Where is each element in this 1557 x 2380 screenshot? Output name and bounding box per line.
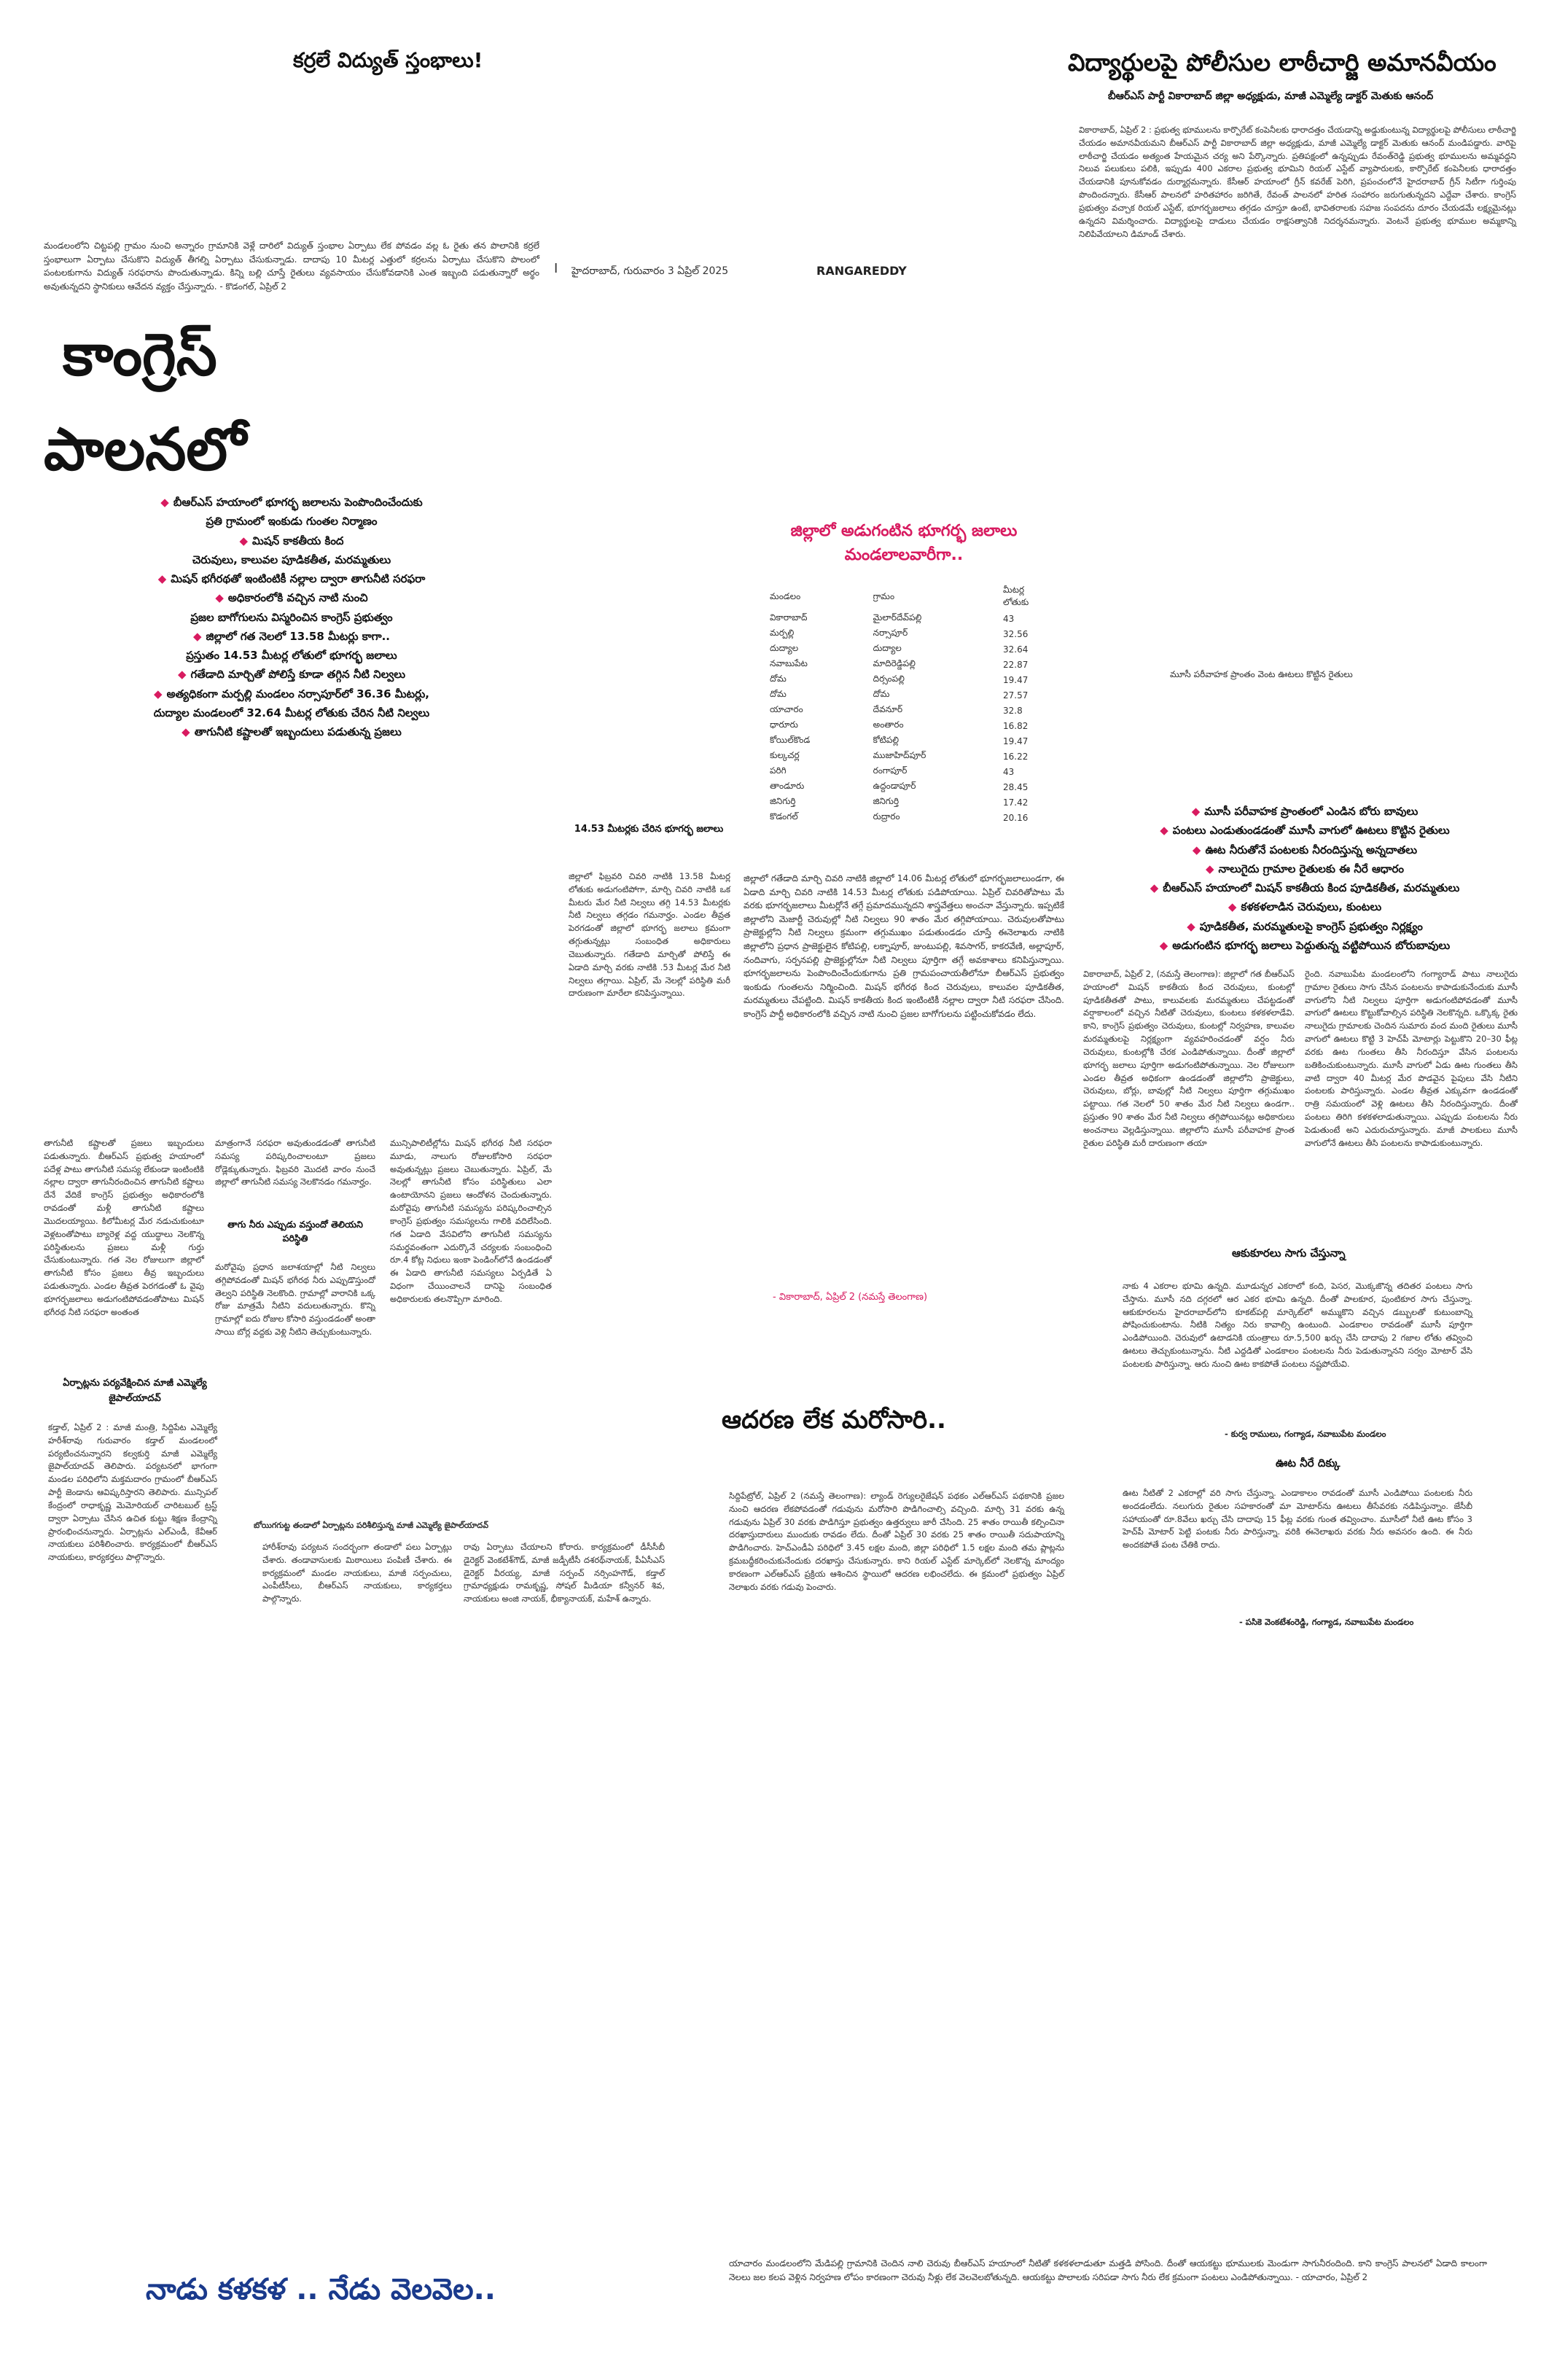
diamond-icon: ◆	[239, 534, 248, 547]
table-col-header: మండలం	[770, 590, 801, 601]
table-row: యాచారం దేవనూర్ 32.8	[770, 704, 1023, 716]
diamond-icon: ◆	[1192, 843, 1201, 857]
lead-bullet: ◆ మిషన్ భగీరథతో ఇంటింటికీ నల్లాల ద్వారా తాగునీటి సరఫరా	[157, 572, 426, 585]
diamond-icon: ◆	[1150, 881, 1159, 894]
again-body: సిద్దిపేట్రోల్, ఏప్రిల్ 2 (నమస్తే తెలంగాణ): ల్యాండ్ రెగ్యులరైజేషన్ పథకం ఎల్‌ఆర్‌ఎస్ పథకానికి ప్రజల నుంచి ఆదరణ లేకపోవడంతో గడువును మరోసారి పొడిగించాల్సి వచ్చింది. మార్చి 31 వరకు ఉన్న గడువును ఏప్రిల్ 30 వరకు పొడిగిస్తూ ప్రభుత్వం ఉత్తర్వులు జారీ చేసింది. 25 శాతం రాయితీ కల్పించినా దరఖాస్తుదారులు ముందుకు రావడం లేదు. దీంతో ఏప్రిల్ 30 వరకు 25 శాతం రాయితీ సదుపాయాన్ని పొడిగించారు. హెచ్ఎండీఏ పరిధిలో 3.45 లక్షల మంది, జిల్లా పరిధిలో 1.5 లక్షల మంది తమ ప్లాట్లను క్రమబద్ధీకరించుకునేందుకు దరఖాస్తు చేసుకున్నారు. కాని రియల్ ఎస్టేట్ మార్కెట్‌లో నెలకొన్న మాంద్యం కారణంగా ఎల్‌ఆర్‌ఎస్ ప్రక్రియ ఆశించిన స్థాయిలో ఆదరణ లభించలేదు. ఈ క్రమంలో ప్రభుత్వం ఏప్రిల్ నెలాఖరు వరకు గడువు పెంచారు.	[729, 1491, 1067, 1592]
musi-bullets	[1086, 802, 1523, 955]
diamond-icon: ◆	[215, 591, 224, 605]
lead-bullet: ◆ అధికారంలోకి వచ్చిన నాటి నుంచి	[215, 591, 368, 605]
page-number: I	[554, 261, 558, 276]
table-story-byline: - వికారాబాద్, ఏప్రిల్ 2 (నమస్తే తెలంగాణ)	[773, 1292, 928, 1303]
table-row: దుద్యాల దుద్యాల 32.64	[770, 643, 1029, 655]
table-row: జినిగుర్తి జినిగుర్తి 17.42	[770, 796, 1029, 808]
diamond-icon: ◆	[1159, 938, 1168, 952]
diamond-icon: ◆	[1187, 919, 1195, 933]
table-header-row	[765, 583, 1042, 611]
lead-bullet: చెరువులు, కాలువల పూడికతీత, మరమ్మతులు	[192, 553, 391, 566]
police-body: వికారాబాద్, ఏప్రిల్ 2 : ప్రభుత్వ భూములను కార్పొరేట్ కంపెనీలకు ధారాదత్తం చేయడాన్ని అడ్డుకుంటున్న విద్యార్థులపై పోలీసులు లాఠీచార్జి చేయడం అమానవీయమని బీఆర్ఎస్ పార్టీ వికారాబాద్ జిల్లా అధ్యక్షుడు, మాజీ ఎమ్మెల్యే డాక్టర్ మెతుకు ఆనంద్ మండిపడ్డారు. వారిపై లాఠీచార్జి చేయడం అత్యంత హేయమైన చర్య అని పేర్కొన్నారు. ప్రతిపక్షంలో ఉన్నప్పుడు రేవంత్‌రెడ్డి ప్రభుత్వ భూములను అమ్మవద్దని నిలువ పలుకులు పలికి, ఇప్పుడు 400 ఎకరాల ప్రభుత్వ భూమిని రియల్ ఎస్టేట్ వ్యాపారులకు, కార్పొరేట్ కంపెనీలకు ధారాదత్తం చేయడానికి పూనుకోవడం దుర్మార్గమన్నారు. కేసీఆర్ హయాంలో గ్రీన్ కవరేజ్ పెరిగి, ప్రపంచంలోనే హైదరాబాద్ గ్రీన్ సిటీగా గుర్తింపు పొందిందన్నారు. కేసీఆర్ పాలనలో హరితహారం జరిగితే, రేవంత్ పాలనలో హరిత సంహారం జరుగుతున్నదని ఎద్దేవా చేశారు. కాంగ్రెస్ ప్రభుత్వం వచ్చాక రియల్ ఎస్టేట్, భూగర్భజలాలు తగ్గడం చూస్తూ ఉంటే, భావితరాలకు సహజ సంపదను దూరం చేయడమే లక్ష్యమైనట్లు ఉన్నదని విమర్శించారు. విద్యార్థులపై దాడులు చేయడం రాక్షసత్వానికి నిదర్శనమన్నారు. వెంటనే ప్రభుత్వ భూముల అమ్మకాన్ని నిలిపివేయాలని డిమాండ్ చేశారు.	[1079, 125, 1519, 239]
lead-col2-head: తాగు నీరు ఎప్పుడు వస్తుందో తెలియని పరిస్థితి	[227, 1219, 363, 1244]
table-row: దోమ దిర్సంపల్లి 19.47	[770, 674, 1029, 685]
diamond-icon: ◆	[182, 725, 190, 738]
ootanirey-byline: - పసికె వెంకటేశంరెడ్డి, గంగ్యాడ, నవాబుపేట మండలం	[1239, 1617, 1414, 1627]
musi-bullet: ◆ కళకళలాడిన చెరువులు, కుంటలు	[1228, 900, 1382, 914]
lead-bullet: ప్రజల బాగోగులను విస్మరించిన కాంగ్రెస్ ప్రభుత్వం	[190, 610, 393, 624]
lead-bullet: ◆ గతేడాది మార్చితో పోలిస్తే కూడా తగ్గిన నీటి నిల్వలు	[177, 668, 406, 682]
musi-bullet: ◆ పూడికతీత, మరమ్మతులపై కాంగ్రెస్ ప్రభుత్వం నిర్లక్ష్యం	[1187, 919, 1423, 933]
table-row: మర్పల్లి నర్సాపూర్ 32.56	[770, 628, 1029, 639]
diamond-icon: ◆	[193, 629, 202, 643]
table-row: నవాబుపేట మాదిరెడ్డిపల్లి 22.87	[770, 658, 1029, 670]
diamond-icon: ◆	[160, 496, 169, 509]
musi-bullet: ◆ మూసీ పరీవాహక ప్రాంతంలో ఎండిన బోరు బావులు	[1191, 805, 1419, 818]
inspection-body: కడ్తాల్, ఏప్రిల్ 2 : మాజీ మంత్రి, సిద్దిపేట ఎమ్మెల్యే హరీశ్‌రావు గురువారం కడ్తాల్ మండలంలో పర్యటించనున్నారని కల్వకుర్తి మాజీ ఎమ్మెల్యే జైపాల్‌యాదవ్ తెలిపారు. పర్యటనలో భాగంగా మండల పరిధిలోని మక్తమదారం గ్రామంలో బీఆర్ఎస్ పార్టీ జెండాను ఆవిష్కరిస్తారని తెలిపారు. మున్సిపల్ కేంద్రంలో రాధాకృష్ణ మెమోరియల్ చారిటబుల్ ట్రస్ట్ ద్వారా ఏర్పాటు చేసిన ఉచిత కుట్టు శిక్షణ కేంద్రాన్ని ప్రారంభించనున్నారు. ఏర్పాట్లను ఎల్‌ఎండీ, కేవీఆర్ నాయకులు పరిశీలించారు. కార్యక్రమంలో బీఆర్ఎస్ నాయకులు, కార్యకర్తలు పాల్గొన్నారు.	[48, 1422, 220, 1563]
table-row: వికారాబాద్ మైలార్‌దేవ్‌పల్లి 43	[770, 612, 1015, 624]
musi-body-right: రైంది. నవాబుపేట మండలంలోని గంగ్యారాడ్ పాటు నాలుగైదు గ్రామాల రైతులు సాగు చేసిన పంటలను కాపాడుకునేందుకు మూసీ వాగులోని నీటి నిల్వలు పూర్తిగా అడుగంటిపోవడంతో మూసీ వాగులో ఊటలు కొట్టుకోవాల్సిన పరిస్థితి నెలకొన్నది. ఒక్కొక్క రైతు నాలుగైదు గ్రామాలకు చెందిన సుమారు వంద మంది రైతులు మూసీ వాగులో ఊటలు కొట్టి 3 హెచ్‌పీ మోటార్లు పెట్టుకొని 20–30 ఫీట్ల వరకు ఊట గుంతలు తీసి నీరందిస్తూ వేసిన పంటలను బతికించుకుంటున్నారు. మూసీ వాగులో ఏడు ఊట గుంతలు తీసి వాటి ద్వారా 40 మీటర్ల మేర పొడవైన పైపులు వేసి నీటిని పంటలకు పారిస్తున్నారు. ఎండల తీవ్రత ఎక్కువగా ఉండడంతో రాత్రి సమయంలో వెళ్లి ఊటలు తీసి నీరందిస్తున్నారు. దీంతో పంటలు తిరిగి కళకళలాడుతున్నాయి. ఎప్పుడు పంటలను నీరు పెడుతుంటే అని ఎదురుచూస్తున్నారు. మాజీ పాలకులు మూసీ వాగులోనే ఊటలు తీసి పంటలను కాపాడుకుంటున్నారు.	[1305, 969, 1521, 1148]
bottom-headline: నాడు కళకళ .. నేడు వెలవెల..	[146, 2273, 496, 2306]
brief-poles-headline: కర్రలే విద్యుత్ స్తంభాలు!	[293, 48, 483, 72]
diamond-icon: ◆	[1228, 900, 1237, 914]
sidebar-1453-head: 14.53 మీటర్లకు చేరిన భూగర్భ జలాలు	[574, 824, 724, 835]
table-row: దోమ దోమ 27.57	[770, 689, 1029, 701]
table-row: తాండూరు ఉద్దండాపూర్ 28.45	[770, 781, 1029, 792]
section-label: RANGAREDDY	[816, 264, 907, 278]
lead-body-col2b: మరోవైపు ప్రధాన జలాశయాల్లో నీటి నిల్వలు తగ్గిపోవడంతో మిషన్ భగీరథ నీరు ఎప్పుడొస్తుందో తెల్వని పరిస్థితి నెలకొంది. గ్రామాల్లో వారానికి ఒక్క రోజు మాత్రమే నీటిని వదులుతున్నారు. కొన్ని గ్రామాల్లో ఐదు రోజుల కోసారి వస్తుండడంతో అంతా సాయి బోర్ల వద్దకు వెళ్లి నీటిని తెచ్చుకుంటున్నారు.	[215, 1262, 378, 1338]
table-title: జిల్లాలో అడుగంటిన భూగర్భ జలాలు మండలాలవారీగా..	[790, 522, 1018, 564]
diamond-icon: ◆	[1205, 862, 1214, 875]
police-headline: విద్యార్థులపై పోలీసుల లాఠీచార్జి అమానవీయం	[1068, 48, 1496, 77]
lead-banner-line1: కాంగ్రెస్	[63, 321, 217, 389]
lead-bullet: ◆ మిషన్ కాకతీయ కింద	[239, 534, 344, 547]
diamond-icon: ◆	[154, 687, 163, 701]
table-row: కుల్కచర్ల ముజాహిద్‌పూర్ 16.22	[770, 750, 1029, 762]
bottom-body: యాచారం మండలంలోని మేడిపల్లి గ్రామానికి చెందిన నాలి చెరువు బీఆర్ఎస్ హయాంలో నీటితో కళకళలాడుతూ మత్తడి పోసింది. దీంతో ఆయకట్టు భూములకు మెండుగా సాగునీరందింది. కాని కాంగ్రెస్ పాలనలో ఏడాది కాలంగా నెలలు జల కలప వెళ్లిన నిర్వహణ లోపం కారణంగా చెరువు నీళ్లు లేక వెలవెలబోతున్నది. ఆయకట్టు పొలాలకు సరిపడా సాగు నీరు లేక క్రమంగా పంటలు ఎండిపోతున్నాయి. - యాచారం, ఏప్రిల్ 2	[729, 2258, 1490, 2282]
table-row: పరిగి రంగాపూర్ 43	[770, 765, 1015, 777]
musi-bullet: ◆ పంటలు ఎండుతుండడంతో మూసీ వాగులో ఊటలు కొట్టిన రైతులు	[1160, 824, 1450, 838]
inspection-caption: బోయిగగుట్ట తండాలో ఏర్పాట్లను పరిశీలిస్తున్న మాజీ ఎమ్మెల్యే జైపాల్‌యాదవ్	[254, 1521, 489, 1530]
table-row: ధారూరు అంతారం 16.82	[770, 719, 1029, 731]
sidebar-1453-body: జిల్లాలో ఫిబ్రవరి చివరి నాటికి 13.58 మీటర్ల లోతుకు అడుగంటిపోగా, మార్చి చివరి నాటికి ఒక మీటరు మేర నీటి నిల్వలు తగ్గి 14.53 మీటర్లకు నీటి నిల్వలు తగ్గడం గమనార్హం. ఎండల తీవ్రత పెరగడంతో జిల్లాలో భూగర్భ జలాలు క్రమంగా తగ్గుతున్నట్లు సంబంధిత అధికారులు చెబుతున్నారు. గతేడాది మార్చితో పోలిస్తే ఈ ఏడాది మార్చి వరకు నాటికి .53 మీటర్ల మేర నీటి నిల్వలు తగ్గాయి. ఏప్రిల్, మే నెలల్లో పరిస్థితి మరీ దారుణంగా మారేలా కనిపిస్తున్నాయి.	[569, 871, 733, 999]
lead-bullets	[44, 493, 539, 741]
musi-bullet: ◆ బీఆర్ఎస్ హయాంలో మిషన్ కాకతీయ కింద పూడికతీత, మరమ్మతులు	[1150, 881, 1460, 894]
groundwater-table	[765, 583, 1042, 825]
table-col-header: గ్రామం	[873, 590, 895, 601]
dateline: హైదరాబాద్, గురువారం 3 ఏప్రిల్ 2025	[571, 265, 729, 277]
lead-banner-line2: పాలనలో	[44, 415, 246, 483]
diamond-icon: ◆	[1191, 805, 1201, 818]
diamond-icon: ◆	[1160, 824, 1168, 838]
inspection-headline: ఏర్పాట్లను పర్యవేక్షించిన మాజీ ఎమ్మెల్యే జైపాల్‌యాదవ్	[63, 1378, 207, 1404]
musi-body-left: వికారాబాద్, ఏప్రిల్ 2, (నమస్తే తెలంగాణ): జిల్లాలో గత బీఆర్ఎస్ హయాంలో మిషన్ కాకతీయ కింద చెరువులు, కుంటల్లో పూడికతీతతో పాటు, కాలువలకు మరమ్మతులు చేపట్టడంతో వర్షాకాలంలో వచ్చిన నీటితో చెరువులు, కుంటలు కళకళలాడేవి. కాని, కాంగ్రెస్ ప్రభుత్వం చెరువులు, కుంటల్లో నిర్వహణ, కాలువల మరమ్మతులపై నిర్లక్ష్యంగా వ్యవహరించడంతో వర్షం నీరు చెరువులు, కుంటల్లోకి చేరక ఎండిపోతున్నాయి. దీంతో జిల్లాలో భూగర్భ జలాలు పూర్తిగా అడుగంటిపోతున్నాయి. నెల రోజులుగా ఎండల తీవ్రత అధికంగా ఉండడంతో జిల్లాలోని ప్రాజెక్టులు, చెరువులు, బోర్లు, బావుల్లో నీటి నిల్వలు పూర్తిగా తగ్గుముఖం పట్టాయి. గత నెలలో 50 శాతం మేర నీటి నిల్వలు ఉండగా.. ప్రస్తుతం 90 శాతం మేర నీటి నిల్వలు తగ్గిపోయినట్లు అధికారులు అంచనాలు వెల్లడిస్తున్నాయి. జిల్లాలోని మూసీ పరీవాహక ప్రాంత రైతుల పరిస్థితి మరీ దారుణంగా తయా	[1083, 969, 1298, 1148]
lead-bullet: ◆ బీఆర్ఎస్ హయాంలో భూగర్భ జలాలను పెంపొందించేందుకు	[160, 496, 423, 509]
again-headline: ఆదరణ లేక మరోసారి..	[722, 1405, 946, 1435]
lead-bullet: ◆ జిల్లాలో గత నెలలో 13.58 మీటర్లు కాగా..	[193, 629, 390, 643]
table-col-header: మీటర్ల లోతుకు	[1003, 585, 1029, 607]
diamond-icon: ◆	[177, 668, 187, 682]
diamond-icon: ◆	[157, 572, 167, 585]
table-story-body: జిల్లాలో గతేడాది మార్చి చివరి నాటికి జిల్లాలో 14.06 మీటర్ల లోతులో భూగర్భజలాలుండగా, ఈ ఏడాది మార్చి చివరి నాటికి 14.53 మీటర్ల లోతుకు పడిపోయాయి. ఏప్రిల్ చివరితోపాటు మే వరకు భూగర్భజలాలు మీటర్లోనే తగ్గే ప్రమాదమున్నదని శాస్త్రవేత్తలు అంచనా వేస్తున్నారు. ఇప్పటికే జిల్లాలోని మెజార్టీ చెరువుల్లో నీటి నిల్వలు 90 శాతం మేర తగ్గిపోయాయి. చెరువులతోపాటు ప్రాజెక్టుల్లోని నీటి నిల్వలు క్రమంగా తగ్గుముఖం పడుతుండడం చూస్తే ఈనెలాఖరు నాటికి జిల్లాలోని ప్రధాన ప్రాజెక్టులైన కోటిపల్లి, లక్నాపూర్, జుంటుపల్లి, శివసాగర్, కాకరవేణి, అల్లాపూర్, నందివాగు, సర్పనపల్లి ప్రాజెక్టుల్లోనూ నీటి నిల్వలు పూర్తిగా తగ్గే అవకాశాలు కనిపిస్తున్నాయి. భూగర్భజలాలను పెంపొందించేందుకుగాను ప్రతి గ్రామపంచాయతీలోనూ బీఆర్ఎస్ ప్రభుత్వం ఇంకుడు గుంతలను నిర్మించింది. మిషన్ భగీరథ కింద చెరువులు, కాలువల పూడికతీత, మరమ్మతులు చేపట్టింది. మిషన్ కాకతీయ కింద ఇంటింటికీ నల్లాల ద్వారా నీటి సరఫరా చేసింది. కాంగ్రెస్ పార్టీ అధికారంలోకి వచ్చిన నాటి నుంచి ప్రజల బాగోగులను పట్టించుకోవడం లేదు.	[744, 873, 1067, 1019]
lead-body-col2: మాత్రంగానే సరఫరా అవుతుండడంతో తాగునీటి సమస్య పరిష్కరించాలంటూ ప్రజలు రోడ్లెక్కుతున్నారు. ఫిబ్రవరి మొదటి వారం నుంచే జిల్లాలో తాగునీటి సమస్య నెలకొనడం గమనార్హం.	[215, 1138, 378, 1187]
police-subhead: బీఆర్ఎస్ పార్టీ వికారాబాద్ జిల్లా అధ్యక్షుడు, మాజీ ఎమ్మెల్యే డాక్టర్ మెతుకు ఆనంద్	[1108, 90, 1434, 102]
lead-bullet: ◆ తాగునీటి కష్టాలతో ఇబ్బందులు పడుతున్న ప్రజలు	[182, 725, 402, 738]
vegetables-headline: ఆకుకూరలు సాగు చేస్తున్నా	[1232, 1246, 1346, 1260]
ootanirey-body: ఊట నీటితో 2 ఎకరాల్లో వరి సాగు చేస్తున్నా. ఎండాకాలం రావడంతో మూసీ ఎండిపోయి పంటలకు నీరు అందడంలేదు. నలుగురు రైతుల సహకారంతో మా మోటార్‌ను ఊటలు తీసేవరకు నడిపిస్తున్నాం. జేసీబీ సహాయంతో రూ.8వేలు ఖర్చు చేసి దాదాపు 15 ఫీట్ల వరకు గుంత తవ్వించాం. మూసీలో నీటి ఊట కోసం 3 హెచ్‌పీ మోటార్ పెట్టి పంటకు నీరు పారిస్తున్నా. వరికి ఈనెలాఖరు వరకు నీరు అవసరం ఉంది. ఈ నీరు అందకపోతే పంట చేతికి రాదు.	[1123, 1488, 1475, 1550]
inspection-col2: హారీశ్‌రావు పర్యటన సందర్భంగా తండాలో పలు ఏర్పాట్లు చేశారు. తండావాసులకు మిఠాయిలు పంపిణీ చేశారు. ఈ కార్యక్రమంలో మండల నాయకులు, మాజీ సర్పంచులు, ఎంపీటీసీలు, బీఆర్ఎస్ నాయకులు, కార్యకర్తలు పాల్గొన్నారు.	[262, 1542, 455, 1604]
brief-poles-body: మండలంలోని చిట్టపల్లి గ్రామం నుంచి అన్నారం గ్రామానికి వెళ్లే దారిలో విద్యుత్ స్తంభాల ఏర్పాటు లేక పోవడం వల్ల ఓ రైతు తన పొలానికి కర్రలే స్తంభాలుగా ఏర్పాటు చేసుకొని విద్యుత్ తీగల్ని ఏర్పాటు చేసుకున్నాడు. దాదాపు 10 మీటర్ల ఎత్తులో కర్రలను ఏర్పాటు చేసుకొని పొలంలో పంటలకుగాను విద్యుత్ సరఫరాను పొందుతున్నాడు. కిన్ని బల్లి చూస్తే రైతులు వ్యవసాయం చేసుకోవడానికి ఎంత ఇబ్బంది పడుతున్నారో అర్థం అవుతున్నదని స్థానికులు ఆవేదన వ్యక్తం చేస్తున్నారు. - కొడంగల్, ఏప్రిల్ 2	[44, 241, 542, 292]
lead-bullet: దుద్యాల మండలంలో 32.64 మీటర్ల లోతుకు చేరిన నీటి నిల్వలు	[153, 706, 430, 719]
ootanirey-headline: ఊట నీరే దిక్కు	[1276, 1456, 1341, 1470]
table-row: కొడంగల్ రుద్రారం 20.16	[770, 811, 1029, 823]
vegetables-byline: - కుర్వ రాములు, గంగ్యాడ, నవాబుపేట మండలం	[1225, 1429, 1386, 1439]
vegetables-body: నాకు 4 ఎకరాల భూమి ఉన్నది. మూడున్నర ఎకరాలో కంది, పెసర, మొక్కజొన్న తదితర పంటలు సాగు చేస్తాను. మూసీ నది దగ్గరలో ఆర ఎకర భూమి ఉన్నది. దీంతో పాలకూర, పుంటికూర సాగు చేస్తున్నా. ఆకుకూరలను హైదరాబాద్‌లోని కూకట్‌పల్లి మార్కెట్‌లో అమ్ముకొని వచ్చిన డబ్బులతో కుటుంబాన్ని పోషించుకుంటాను. నీటికి నిత్యం నిరు కావాల్సి ఉంటుంది. ఎండకాలం రావడంతో మూసీ పూర్తిగా ఎండిపోయింది. చెరువులో ఉటాడనికి యంత్రాలు రూ.5,500 ఖర్చు చేసి దాదాపు 2 గజాల లోతు తవ్వించి ఊటలు తెచ్చుకుంటున్నాను. నీటి ఎద్దడితో ఎండకాలం పంటలను నీరు పెడుతున్నానని సర్వం మోటార్ వేసి పంటలకు పారిస్తున్నా. ఆరు నుంచి ఊట కాకపోతే పంటలు నష్టపోయేవి.	[1123, 1281, 1475, 1369]
lead-bullet: ప్రస్తుతం 14.53 మీటర్ల లోతులో భూగర్భ జలాలు	[186, 649, 397, 662]
lead-body-col3: మున్సిపాలిటీల్లోను మిషన్ భగీరథ నీటి సరఫరా మూడు, నాలుగు రోజులకోసారి సరఫరా అవుతున్నట్లు ప్రజలు చెబుతున్నారు. ఏప్రిల్, మే నెలల్లో తాగునీటి కోసం పరిస్థితులు ఎలా ఉంటాయోనని ప్రజలు ఆందోళన చెందుతున్నారు. మరోవైపు తాగునీటి సమస్యను పరిష్కరించాల్సిన కాంగ్రెస్ ప్రభుత్వం సమస్యలను గాలికి వదిలేసింది. గత ఏడాది వేసవిలోని తాగునీటి సమస్యను సమర్థవంతంగా ఎదుర్కొనే చర్యలకు సంబంధించి రూ.4 కోట్ల నిధులు ఇంకా పెండింగ్‌లోనే ఉండడంతో ఈ ఏడాది తాగునీటి సమస్యలు ఏర్పడితే ఏ విధంగా చేయించాలనే దానిపై సంబంధిత అధికారులకు తలనొప్పిగా మారింది.	[390, 1138, 555, 1304]
lead-body-col1: తాగునీటి కష్టాలతో ప్రజలు ఇబ్బందులు పడుతున్నారు. బీఆర్ఎస్ ప్రభుత్వ హయాంలో పదేళ్ల పాటు తాగునీటి సమస్య లేకుండా ఇంటింటికి నల్లాల ద్వారా తాగునీరందించిన తాగునీటి కష్టాలు దేనే వేదికే కాంగ్రెస్ ప్రభుత్వం అధికారంలోకి రావడంతో మళ్లీ తాగునీటి కష్టాలు మొదలయ్యాయి. కిలోమీటర్ల మేర నడుచుకుంటూ వెళ్లటంతోపాటు బ్యారెళ్ల వద్ద యుద్ధాలు నెలకొన్న పరిస్థితులను ప్రజలు మళ్లీ గుర్తు చేసుకుంటున్నారు. గత నెల రోజులుగా జిల్లాలో తాగునీటి కోసం ప్రజలు తీవ్ర ఇబ్బందులు పడుతున్నారు. ఎండల తీవ్రత పెరగడంతో ఓ వైపు భూగర్భజలాలు అడుగంటిపోవడంతోపాటు మిషన్ భగీరథ నీటి సరఫరా అంతంత	[44, 1138, 207, 1317]
lead-bullet: ప్రతి గ్రామంలో ఇంకుడు గుంతల నిర్మాణం	[206, 515, 378, 528]
musi-bullet: ◆ అడుగంటిన భూగర్భ జలాలు పెద్దుతున్న వట్టిపోయిన బోరుబావులు	[1159, 938, 1451, 952]
inspection-col3: రావు ఏర్పాటు చేయాలని కోరారు. కార్యక్రమంలో డీసీసీబీ డైరెక్టర్ వెంకటేశ్‌గౌడ్, మాజీ జడ్పీటీసీ దశరథ్‌నాయక్, పీఏసీఎస్ డైరెక్టర్ వీరయ్య, మాజీ సర్పంచ్ నర్సింహగౌడ్, కడ్తాల్ గ్రామాధ్యక్షుడు రామకృష్ణ, సోషల్ మీడియా కన్వీనర్ శివ, నాయకులు అంజి నాయక్, భీక్యానాయక్, మహేశ్ ఉన్నారు.	[464, 1542, 668, 1604]
table-row: కోయిల్‌కొండ కోటిపల్లి 19.47	[770, 735, 1029, 746]
musi-bullet: ◆ ఊట నీరుతోనే పంటలకు నీరందిస్తున్న అన్నదాతలు	[1192, 843, 1418, 857]
musi-bullet: ◆ నాలుగైదు గ్రామాల రైతులకు ఈ నీరే ఆధారం	[1205, 862, 1405, 875]
photo-musi-caption: మూసీ పరీవాహక ప్రాంతం వెంట ఊటలు కొట్టిన రైతులు	[1170, 669, 1353, 679]
lead-bullet: ◆ అత్యధికంగా మర్పల్లి మండలం నర్సాపూర్‌లో 36.36 మీటర్లు,	[154, 687, 429, 701]
